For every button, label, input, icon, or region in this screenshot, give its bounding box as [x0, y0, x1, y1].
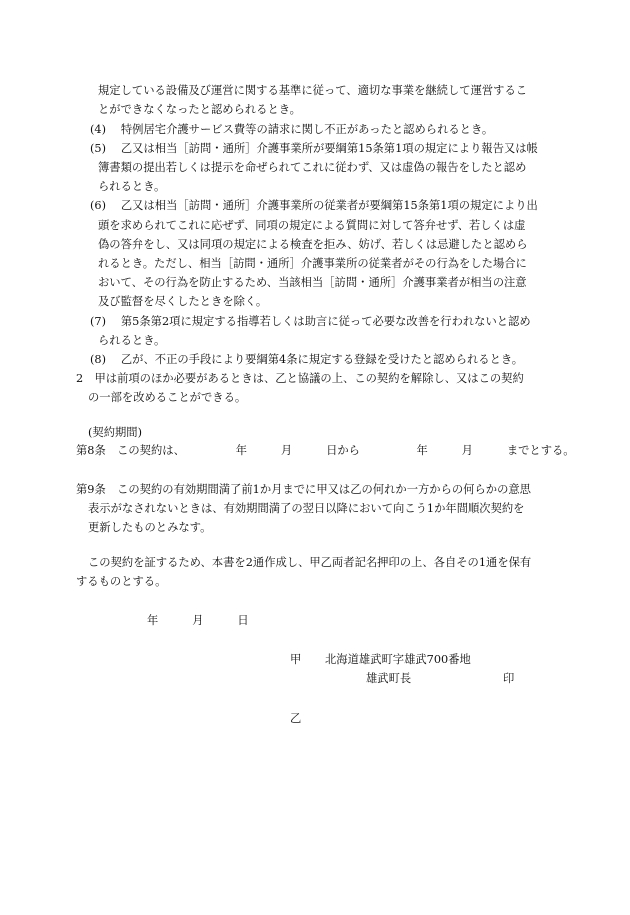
paragraph-2-line2: の一部を改めることができる。: [88, 391, 247, 404]
party-a-address: 北海道雄武町字雄武700番地: [325, 653, 471, 666]
item-6-line3: 偽の答弁をし、又は同項の規定による検査を拒み、妨げ、若しくは忌避したと認めら: [98, 238, 528, 251]
article-9-line2: 表示がなされないときは、有効期間満了の翌日以降において向こう1か年間順次契約を: [88, 502, 525, 515]
item-5-line2: 簿書類の提出若しくは提示を命ぜられてこれに従わず、又は虚偽の報告をしたと認め: [98, 161, 527, 174]
article-9-line3: 更新したものとみなす。: [88, 521, 212, 534]
item-5-line1: (5) 乙又は相当［訪問・通所］介護事業所が要綱第15条第1項の規定により報告又は帳: [90, 142, 538, 155]
signing-date: 年 月 日: [147, 614, 249, 627]
item-7-line2: られるとき。: [98, 334, 166, 347]
item3-continuation-line1: 規定している設備及び運営に関する基準に従って、適切な事業を継続して運営するこ: [98, 84, 528, 97]
article-8-text: 第8条 この契約は、 年 月 日から 年 月 までとする。: [76, 444, 575, 457]
item3-continuation-line2: とができなくなったと認められるとき。: [98, 103, 301, 116]
item-5-line3: られるとき。: [98, 180, 166, 193]
item-6-line6: 及び監督を尽くしたときを除く。: [98, 295, 268, 308]
closing-line2: するものとする。: [76, 575, 167, 588]
item-7-line1: (7) 第5条第2項に規定する指導若しくは助言に従って必要な改善を行われないと認め: [90, 315, 531, 328]
item-8: (8) 乙が、不正の手段により要綱第4条に規定する登録を受けたと認められるとき。: [90, 353, 524, 366]
party-a-label: 甲: [290, 653, 302, 666]
item-6-line5: おいて、その行為を防止するため、当該相当［訪問・通所］介護事業者が相当の注意: [98, 276, 527, 289]
party-b-label: 乙: [290, 712, 302, 725]
party-a-seal-mark: 印: [503, 672, 515, 685]
item-6-line1: (6) 乙又は相当［訪問・通所］介護事業所の従業者が要綱第15条第1項の規定により出: [90, 199, 538, 212]
item-6-line2: 頭を求められてこれに応ぜず、同項の規定による質問に対して答弁せず、若しくは虚: [98, 219, 526, 232]
article-8-caption: (契約期間): [88, 426, 143, 439]
paragraph-2-line1: 2 甲は前項のほか必要があるときは、乙と協議の上、この契約を解除し、又はこの契約: [76, 372, 524, 385]
item-4: (4) 特例居宅介護サービス費等の請求に関し不正があったと認められるとき。: [90, 123, 494, 136]
article-9-line1: 第9条 この契約の有効期間満了前1か月までに甲又は乙の何れか一方からの何らかの意思: [76, 483, 531, 496]
item-6-line4: れるとき。ただし、相当［訪問・通所］介護事業所の従業者がその行為をした場合に: [98, 257, 527, 270]
party-a-name: 雄武町長: [366, 672, 412, 685]
closing-line1: この契約を証するため、本書を2通作成し、甲乙両者記名押印の上、各自その1通を保有: [88, 556, 532, 569]
